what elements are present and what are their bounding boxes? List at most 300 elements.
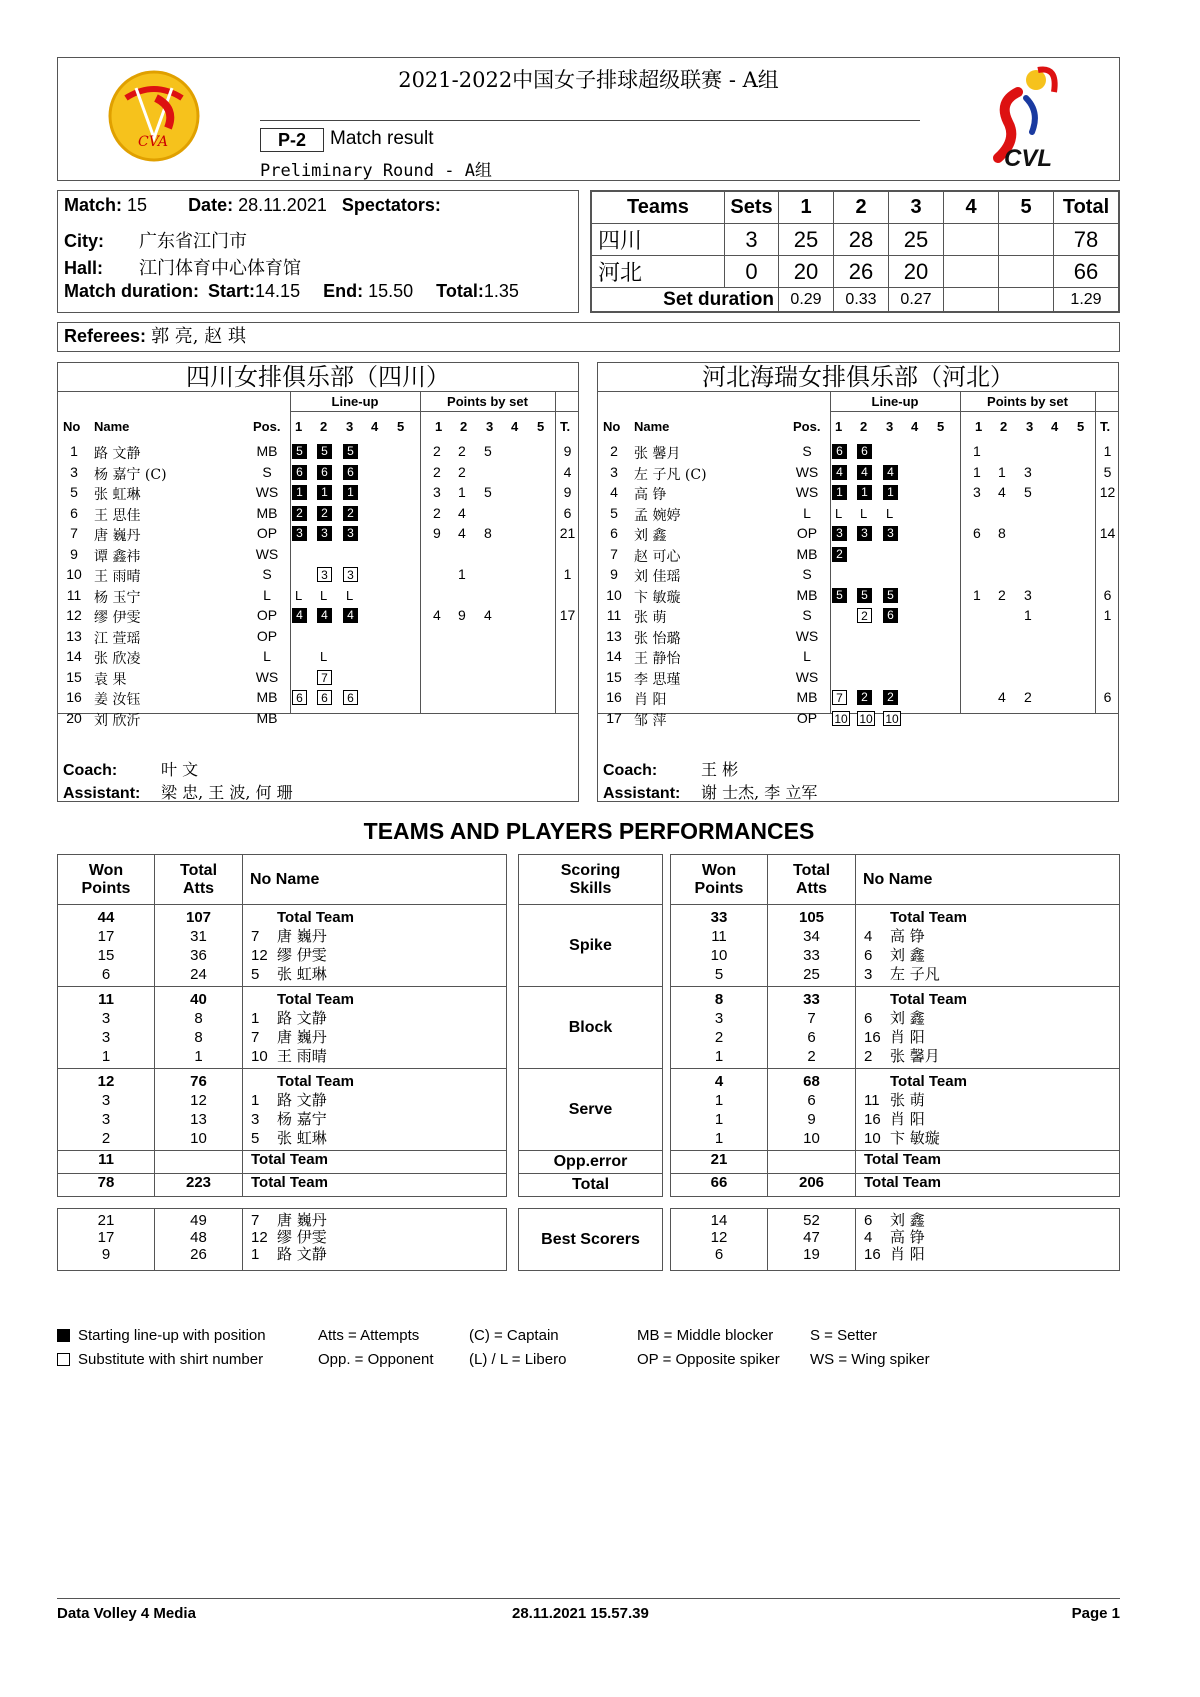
player-name: 左 子凡 (C) [634, 466, 707, 483]
svg-text:CVA: CVA [138, 134, 168, 150]
set-duration: 0.27 [889, 288, 944, 312]
player-entry [251, 908, 506, 927]
set-score: 25 [779, 224, 834, 256]
score-header: Total [1054, 192, 1119, 224]
header-line: Total [792, 861, 831, 879]
set-points: 2 [433, 463, 441, 480]
team-a-name: 四川女排俱乐部（四川） [58, 363, 578, 392]
skills-table [518, 854, 663, 1197]
total-attempts: 33 [803, 991, 820, 1008]
player-total-points: 12 [1099, 484, 1116, 500]
player-total-points: 9 [563, 484, 572, 500]
team-name: 河北 [592, 256, 725, 288]
player-name: 袁 果 [94, 671, 127, 688]
player-entry [864, 1110, 1119, 1129]
player-position: OP [796, 709, 818, 726]
lineup-start-square: 6 [857, 444, 872, 459]
lineup-start-square: 1 [857, 485, 872, 500]
player-number: 1 [70, 443, 78, 459]
performance-team-b [670, 854, 1120, 1271]
player-entry [864, 1229, 1119, 1246]
won-cell [671, 905, 768, 987]
atts-cell [155, 905, 243, 987]
player-position: L [803, 504, 811, 521]
set-duration [944, 288, 999, 312]
header-divider [830, 411, 1118, 412]
atts-cell [768, 1209, 856, 1271]
lineup-set-header: 2 [860, 419, 868, 434]
player-position: OP [256, 525, 278, 541]
player-number: 4 [864, 928, 873, 945]
set-score: 28 [834, 224, 889, 256]
legend-col-3 [469, 1327, 566, 1368]
lineup-sub-square: 6 [317, 690, 332, 705]
lineup-start-square: 6 [883, 608, 898, 623]
player-total-points: 1 [1103, 443, 1112, 459]
coach-name: 叶 文 [161, 760, 199, 779]
team-b-name: 河北海瑞女排俱乐部（河北） [598, 363, 1118, 392]
footer-timestamp: 28.11.2021 15.57.39 [512, 1605, 649, 1622]
lineup-start-square: 5 [317, 444, 332, 459]
player-total-points: 14 [1099, 525, 1116, 541]
atts-cell [155, 987, 243, 1069]
performance-table [670, 854, 1120, 1197]
coach-row [603, 757, 738, 780]
pos-header: Pos. [793, 419, 821, 434]
no-name-header: No Name [856, 855, 1120, 905]
set-score [999, 256, 1054, 288]
header-line: Atts [795, 879, 828, 897]
lineup-start-square: 2 [317, 506, 332, 521]
player-name: Total Team [890, 991, 967, 1008]
legend-sub: Substitute with shirt number [78, 1351, 264, 1368]
won-cell [58, 1209, 155, 1271]
total-attempts: 105 [798, 909, 825, 926]
set-points: 8 [484, 525, 492, 541]
player-number: 7 [610, 545, 618, 562]
date-label: Date: [188, 195, 234, 215]
player-number: 12 [251, 1229, 268, 1246]
player-name: 路 文静 [94, 446, 141, 462]
won-points: 1 [714, 1092, 724, 1109]
player-entry [864, 1047, 1119, 1066]
duration-row [64, 281, 519, 302]
won-points: 2 [714, 1029, 724, 1046]
player-name: Total Team [890, 909, 967, 926]
player-number: 1 [251, 1246, 260, 1263]
skill-row [519, 987, 663, 1069]
roster-team-b [597, 362, 1119, 802]
lineup-start-square: 6 [317, 465, 332, 480]
player-number: 14 [66, 648, 82, 664]
player-entry [251, 1129, 506, 1148]
player-number: 3 [251, 1111, 260, 1128]
player-number: 9 [610, 566, 618, 582]
player-name: 孟 婉婷 [634, 507, 681, 524]
player-name: 张 虹琳 [277, 965, 327, 983]
set-points: 4 [458, 525, 466, 541]
player-position: S [802, 566, 812, 582]
won-cell [58, 905, 155, 987]
player-position: WS [255, 484, 279, 500]
header-line: Won [88, 861, 124, 879]
total-attempts: 1 [194, 1048, 203, 1065]
lineup-sub-square: 7 [317, 670, 332, 685]
player-name: 缪 伊雯 [277, 946, 327, 964]
won-points: 6 [714, 1246, 724, 1263]
skill-label: Spike [519, 905, 663, 987]
player-number: 10 [66, 566, 82, 582]
player-position: OP [796, 525, 818, 541]
player-position: S [802, 443, 812, 459]
legend-s: S = Setter [810, 1327, 878, 1344]
won-points: 21 [97, 1212, 115, 1229]
lineup-sub-square: 10 [883, 711, 901, 726]
lineup-start-square: 2 [857, 690, 872, 705]
player-name: 王 雨晴 [94, 569, 141, 585]
total-score: 78 [1054, 224, 1119, 256]
legend-opp: Opp. = Opponent [318, 1351, 434, 1368]
won-points: 6 [101, 966, 111, 983]
player-total-points: 9 [563, 443, 572, 459]
player-position: MB [796, 689, 818, 705]
player-name: 杨 嘉宁 (C) [94, 466, 167, 483]
opp-row [58, 1151, 507, 1174]
total-attempts: 47 [803, 1229, 820, 1246]
player-number: 12 [66, 607, 82, 623]
player-number: 2 [610, 443, 618, 459]
won-points: 3 [101, 1111, 111, 1128]
assistant-row [63, 780, 293, 803]
player-name: 刘 鑫 [890, 1211, 925, 1229]
won-points-header [58, 855, 155, 905]
document-type: Match result [330, 128, 434, 149]
player-name: 刘 鑫 [890, 946, 925, 964]
opp-row [671, 1151, 1120, 1174]
total-attempts: 34 [803, 928, 820, 945]
best-scorers-label: Best Scorers [519, 1209, 663, 1271]
won-points: 17 [97, 1229, 115, 1246]
match-row [64, 195, 441, 216]
player-total-points: 6 [1103, 689, 1112, 705]
no-name-header: No Name [243, 855, 507, 905]
player-name: 路 文静 [277, 1245, 327, 1263]
player-name: 刘 欣沂 [94, 712, 141, 729]
player-position: L [803, 648, 811, 664]
player-total-points: 21 [559, 525, 576, 541]
lineup-libero: L [346, 587, 354, 603]
score-header: 2 [834, 192, 889, 224]
won-points: 1 [714, 1130, 724, 1147]
points-set-header: 4 [511, 419, 519, 434]
performance-team-a [57, 854, 507, 1271]
player-entry [864, 1091, 1119, 1110]
lineup-start-square: 3 [883, 526, 898, 541]
player-name: 杨 玉宁 [94, 589, 141, 606]
spectators-label: Spectators: [341, 195, 441, 215]
set-points: 4 [433, 607, 441, 623]
assistant-names: 谢 士杰, 李 立军 [701, 783, 818, 802]
legend-start: Starting line-up with position [78, 1327, 266, 1344]
lineup-start-square: 1 [883, 485, 898, 500]
coach-name: 王 彬 [701, 760, 739, 779]
skill-label: Serve [519, 1069, 663, 1151]
player-entry [864, 1246, 1119, 1263]
player-number: 6 [70, 504, 78, 521]
set-duration-label: Set duration [592, 288, 779, 312]
points-set-header: 2 [460, 419, 468, 434]
set-points: 5 [484, 484, 492, 500]
player-name: 刘 鑫 [890, 1009, 925, 1027]
total-attempts: 68 [803, 1073, 820, 1090]
set-points: 4 [998, 484, 1006, 500]
pos-header: Pos. [253, 419, 281, 434]
player-total-points: 4 [563, 463, 572, 480]
set-points: 2 [433, 443, 441, 459]
legend-captain: (C) = Captain [469, 1327, 559, 1344]
player-position: MB [256, 709, 278, 726]
header-line: Skills [569, 879, 612, 897]
score-header: 5 [999, 192, 1054, 224]
lineup-header: Line-up [871, 394, 919, 409]
won-cell [58, 987, 155, 1069]
set-duration [999, 288, 1054, 312]
won-points-header [671, 855, 768, 905]
player-name: 唐 巍丹 [277, 1211, 327, 1229]
lineup-start-square: 4 [317, 608, 332, 623]
points-set-header: 3 [1026, 419, 1034, 434]
lineup-sub-square: 6 [292, 690, 307, 705]
points-set-header: 5 [1077, 419, 1085, 434]
player-total-points: 1 [1103, 607, 1112, 623]
hall-label: Hall: [64, 258, 104, 278]
won-points: 12 [97, 1073, 115, 1090]
player-entry [864, 908, 1119, 927]
column-divider [960, 391, 961, 713]
player-position: S [262, 566, 272, 582]
won-cell [671, 987, 768, 1069]
player-number: 6 [610, 525, 618, 541]
team-name: 四川 [592, 224, 725, 256]
lineup-sub-square: 10 [832, 711, 850, 726]
player-position: WS [795, 463, 819, 480]
starting-square-icon [57, 1329, 70, 1342]
player-total-points: 6 [563, 504, 572, 521]
player-entry [864, 990, 1119, 1009]
player-number: 10 [251, 1048, 268, 1065]
player-position: OP [256, 627, 278, 644]
won-points: 3 [101, 1092, 111, 1109]
player-number: 2 [864, 1048, 873, 1065]
won-points: 15 [97, 947, 115, 964]
scoring-skills-header [519, 855, 663, 905]
set-points: 3 [1024, 586, 1032, 603]
set-points: 2 [458, 443, 466, 459]
player-name: 缪 伊雯 [277, 1228, 327, 1246]
atts-cell [155, 1209, 243, 1271]
player-number: 5 [251, 966, 260, 983]
total-duration: 1.29 [1054, 288, 1119, 312]
won-cell [671, 1069, 768, 1151]
legend-col-2 [318, 1327, 434, 1368]
set-score: 26 [834, 256, 889, 288]
lineup-libero: L [295, 587, 303, 603]
player-name: 李 思瑾 [634, 671, 681, 688]
total-attempts: 40 [190, 991, 207, 1008]
player-name: 高 铮 [890, 927, 925, 945]
lineup-start-square: 2 [883, 690, 898, 705]
points-set-header: 2 [1000, 419, 1008, 434]
player-position: MB [796, 586, 818, 603]
player-name: 张 馨月 [890, 1047, 940, 1065]
player-total-points: 5 [1103, 463, 1112, 480]
won-points: 10 [710, 947, 728, 964]
player-name: 卞 敏璇 [634, 589, 681, 606]
city-row [64, 227, 247, 253]
skill-label: Total [519, 1174, 663, 1197]
set-score [999, 224, 1054, 256]
svg-text:CVL: CVL [1004, 145, 1052, 172]
player-entry [251, 1229, 506, 1246]
won-points: 4 [714, 1073, 724, 1090]
skill-row [519, 1151, 663, 1174]
set-points: 8 [998, 525, 1006, 541]
set-score [944, 256, 999, 288]
player-entry [251, 1091, 506, 1110]
player-number: 5 [70, 484, 78, 500]
player-name: Total Team [890, 1073, 967, 1090]
total-attempts: 26 [190, 1246, 207, 1263]
legend-atts: Atts = Attempts [318, 1327, 420, 1344]
lineup-sub-square: 6 [343, 690, 358, 705]
player-position: WS [795, 484, 819, 500]
lineup-start-square: 5 [883, 588, 898, 603]
won-points: 2 [101, 1130, 111, 1147]
score-header: 4 [944, 192, 999, 224]
player-number: 13 [66, 627, 82, 644]
competition-title: 2021-2022中国女子排球超级联赛 - A组 [398, 68, 779, 92]
total-team-label: Total Team [243, 1174, 507, 1197]
won-points: 12 [710, 1229, 728, 1246]
player-position: S [262, 463, 272, 480]
set-duration: 0.29 [779, 288, 834, 312]
atts-cell [768, 987, 856, 1069]
total-attempts: 8 [194, 1010, 203, 1027]
player-number: 20 [66, 709, 82, 726]
set-points: 1 [458, 484, 466, 500]
lineup-start-square: 5 [292, 444, 307, 459]
performance-header-row [671, 855, 1120, 905]
referees-names: 郭 亮, 赵 琪 [151, 326, 246, 347]
lineup-start-square: 1 [317, 485, 332, 500]
player-name: 肖 阳 [890, 1245, 925, 1263]
total-row [671, 1174, 1120, 1197]
column-divider [290, 391, 291, 713]
lineup-start-square: 1 [292, 485, 307, 500]
block-row [58, 987, 507, 1069]
player-name: 路 文静 [277, 1009, 327, 1027]
header-line: Points [81, 879, 131, 897]
set-points: 3 [433, 484, 441, 500]
lineup-set-header: 5 [937, 419, 945, 434]
player-position: L [263, 648, 271, 664]
player-position: MB [256, 689, 278, 705]
total-atts-header [768, 855, 856, 905]
player-position: MB [796, 545, 818, 562]
header-line: Total [179, 861, 218, 879]
player-number: 3 [70, 463, 78, 480]
won-points: 17 [97, 928, 115, 945]
player-entry [251, 927, 506, 946]
won-cell [671, 1209, 768, 1271]
player-name: 卞 敏璇 [890, 1129, 940, 1147]
player-name: 肖 阳 [890, 1110, 925, 1128]
won-points: 9 [101, 1246, 111, 1263]
player-number: 6 [864, 1010, 873, 1027]
set-points: 5 [1024, 484, 1032, 500]
total-row [58, 1174, 507, 1197]
player-name: 王 静怡 [634, 651, 681, 667]
column-divider [555, 391, 556, 713]
lineup-start-square: 5 [343, 444, 358, 459]
player-entry [251, 1212, 506, 1229]
lineup-set-header: 2 [320, 419, 328, 434]
won-points: 33 [710, 909, 728, 926]
player-number: 9 [70, 545, 78, 562]
player-position: WS [795, 668, 819, 685]
column-divider [1095, 391, 1096, 713]
legend-libero: (L) / L = Libero [469, 1351, 567, 1368]
title-rule [260, 120, 920, 121]
player-entry [251, 1246, 506, 1263]
player-name: 唐 巍丹 [277, 1028, 327, 1046]
name-cell [243, 1209, 507, 1271]
score-row-team-b [592, 256, 1119, 288]
footer [57, 1598, 1120, 1622]
hall-value: 江门体育中心体育馆 [139, 258, 302, 279]
scoring-skills-column [518, 854, 663, 1271]
player-entry [251, 1028, 506, 1047]
set-points: 2 [1024, 689, 1032, 705]
best-scorers-table [670, 1208, 1120, 1271]
total-attempts: 107 [185, 909, 212, 926]
total-attempts: 13 [190, 1111, 207, 1128]
player-number: 1 [251, 1010, 260, 1027]
score-header: Sets [725, 192, 779, 224]
performance-table [57, 854, 507, 1197]
total-attempts: 6 [807, 1092, 816, 1109]
won-points: 8 [714, 991, 724, 1008]
set-points: 4 [484, 607, 492, 623]
atts-cell [768, 905, 856, 987]
lineup-libero: L [860, 505, 868, 521]
player-name: 路 文静 [277, 1091, 327, 1109]
name-cell [856, 1069, 1120, 1151]
lineup-set-header: 3 [886, 419, 894, 434]
serve-row [671, 1069, 1120, 1151]
lineup-sub-square: 3 [343, 567, 358, 582]
player-position: S [802, 607, 812, 623]
total-attempts: 24 [190, 966, 207, 983]
won-points: 11 [711, 928, 727, 945]
total-attempts [768, 1151, 856, 1174]
player-number: 11 [66, 586, 82, 603]
set-duration-row [592, 288, 1119, 312]
skill-label: Block [519, 987, 663, 1069]
set-points: 9 [458, 607, 466, 623]
set-points: 4 [998, 689, 1006, 705]
won-points: 1 [714, 1111, 724, 1128]
